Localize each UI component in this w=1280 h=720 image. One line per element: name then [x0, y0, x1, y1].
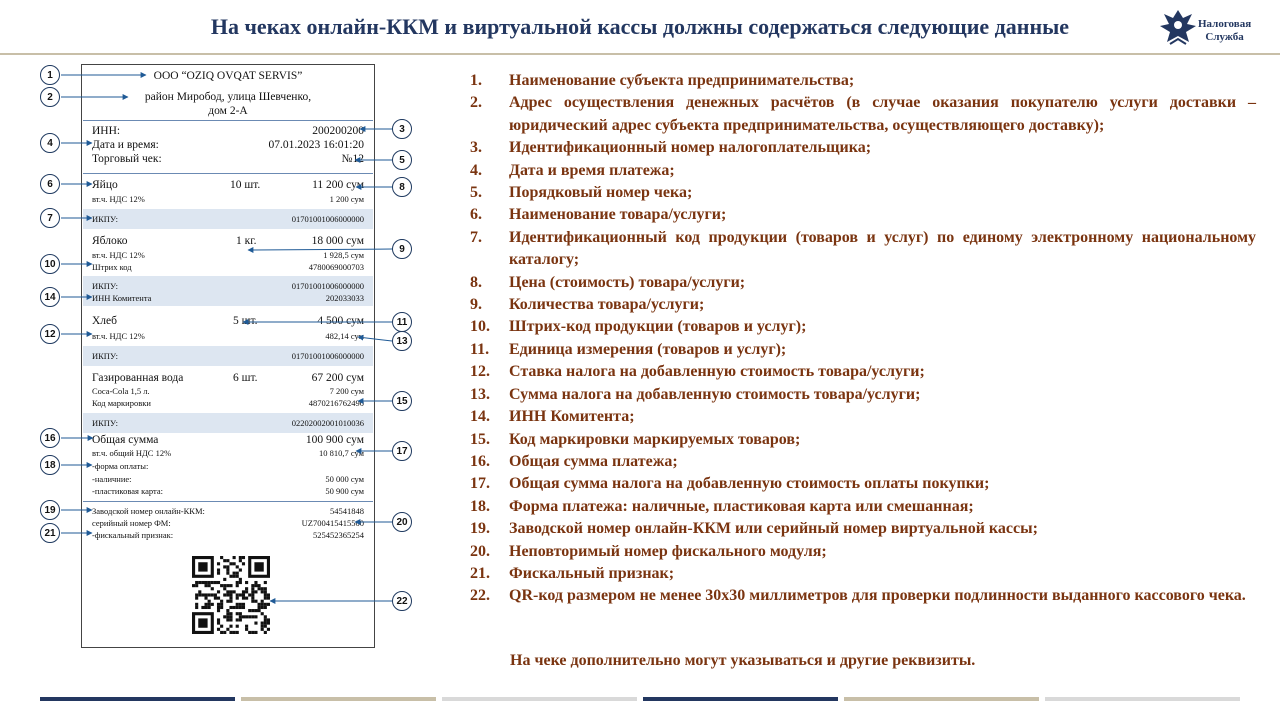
factory-number-label: Заводской номер онлайн-ККМ:: [92, 506, 205, 516]
requirement-text: Фискальный признак;: [509, 564, 675, 582]
marker-6: 6: [40, 174, 60, 194]
requirement-text: Дата и время платежа;: [509, 161, 675, 179]
item-vat-label: вт.ч. НДС 12%: [92, 250, 145, 260]
item-vat-value: 7 200 сум: [329, 386, 364, 396]
marker-15: 15: [392, 391, 412, 411]
requirement-text: Общая сумма налога на добавленную стоимость оплаты покупки;: [509, 475, 990, 493]
separator: [83, 120, 373, 121]
requirement-text: Форма платежа: наличные, пластиковая карта или смешанная;: [509, 497, 974, 515]
comitent-value: 202033033: [325, 293, 364, 303]
requirement-text: Идентификационный номер налогоплательщика;: [509, 139, 872, 157]
receipt: [81, 64, 375, 648]
requirement-number: 19.: [470, 520, 490, 538]
page-title: На чеках онлайн-ККМ и виртуальной кассы должны содержаться следующие данные: [210, 14, 1070, 39]
requirement-item: [470, 137, 1256, 159]
item-name: Хлеб: [92, 315, 117, 327]
marker-1: 1: [40, 65, 60, 85]
requirement-item: [470, 316, 1256, 338]
requirement-number: 11.: [470, 340, 490, 358]
footer-bar: [844, 697, 1039, 701]
footnote: На чеке дополнительно могут указываться и другие реквизиты.: [510, 652, 976, 669]
requirement-number: 12.: [470, 363, 490, 381]
datetime-label: Дата и время:: [92, 139, 159, 151]
marker-12: 12: [40, 324, 60, 344]
marker-2: 2: [40, 87, 60, 107]
requirement-text: Наименование субъекта предпринимательства;: [509, 72, 855, 89]
requirement-item: [470, 160, 1256, 182]
requirement-item: [470, 406, 1256, 428]
brand-name: [1198, 18, 1251, 44]
footer-bar: [40, 697, 235, 701]
requirement-item: [470, 339, 1256, 361]
requirement-number: 7.: [470, 228, 482, 246]
item-price: 11 200 сум: [312, 179, 364, 191]
requirement-item: [470, 496, 1256, 518]
requirement-number: 8.: [470, 273, 482, 291]
factory-number-value: 54541848: [330, 506, 364, 516]
requirement-text: Штрих-код продукции (товаров и услуг);: [509, 318, 807, 336]
item-qty: 1 кг.: [236, 235, 257, 247]
requirement-item: [470, 92, 1256, 137]
marker-22: 22: [392, 591, 412, 611]
requirement-item: [470, 204, 1256, 226]
requirement-item: [470, 451, 1256, 473]
item-vat-label: вт.ч. НДС 12%: [92, 331, 145, 341]
fiscal-sign-value: 525452365254: [313, 530, 364, 540]
requirement-number: 14.: [470, 408, 490, 426]
serial-number-label: серийный номер ФМ:: [92, 518, 171, 528]
total-value: 100 900 сум: [305, 434, 364, 446]
datetime-value: 07.01.2023 16:01:20: [268, 139, 364, 151]
marker-18: 18: [40, 455, 60, 475]
requirement-number: 5.: [470, 184, 482, 202]
item-vat-value: 482,14 сум: [325, 331, 364, 341]
requirement-item: [470, 541, 1256, 563]
requirement-number: 13.: [470, 385, 490, 403]
marker-17: 17: [392, 441, 412, 461]
footer-bars: [40, 697, 1240, 701]
requirement-item: [470, 518, 1256, 540]
ikpu-label: ИКПУ:: [92, 214, 119, 224]
marking-code-label: Код маркировки: [92, 398, 151, 408]
requirement-number: 16.: [470, 452, 490, 470]
requirement-number: 9.: [470, 296, 482, 314]
requirement-text: Неповторимый номер фискального модуля;: [509, 542, 827, 560]
item-name: Газированная вода: [92, 372, 184, 384]
marking-code-value: 4870216762490: [308, 398, 364, 408]
item-qty: 6 шт.: [233, 372, 258, 384]
requirement-number: 4.: [470, 161, 482, 179]
item-vat-value: 1 928,5 сум: [323, 250, 364, 260]
requirements-list: [470, 70, 1256, 608]
cash-value: 50 000 сум: [325, 474, 364, 484]
marker-21: 21: [40, 523, 60, 543]
requirement-number: 6.: [470, 206, 482, 224]
footer-bar: [442, 697, 637, 701]
total-vat-value: 10 810,7 сум: [318, 448, 364, 458]
ikpu-label: ИКПУ:: [92, 418, 119, 428]
requirement-text: Цена (стоимость) товара/услуги;: [509, 273, 746, 291]
marker-4: 4: [40, 133, 60, 153]
receipt-company: ООО “OZIQ OVQAT SERVIS”: [153, 70, 303, 82]
requirement-text: QR-код размером не менее 30х30 миллиметров для проверки подлинности выданного кассового чека.: [509, 587, 1246, 605]
item-qty: 10 шт.: [230, 179, 261, 191]
marker-13: 13: [392, 331, 412, 351]
card-label: -пластиковая карта:: [92, 486, 163, 496]
requirement-item: [470, 361, 1256, 383]
footer-bar: [241, 697, 436, 701]
eagle-icon: [1156, 6, 1200, 50]
item-vat-value: 1 200 сум: [329, 194, 364, 204]
requirement-item: [470, 563, 1256, 585]
footer-bar: [643, 697, 838, 701]
inn-value: 200200200: [312, 125, 364, 137]
requirement-item: [470, 384, 1256, 406]
requirement-number: 21.: [470, 564, 490, 582]
requirement-item: [470, 429, 1256, 451]
requirement-text: Заводской номер онлайн-ККМ или серийный номер виртуальной кассы;: [509, 520, 1038, 538]
ikpu-value: 02202002001010036: [291, 418, 364, 428]
requirement-item: [470, 227, 1256, 272]
header-divider: [0, 53, 1280, 55]
brand-line-1: Налоговая: [1198, 18, 1252, 30]
requirement-text: Идентификационный код продукции (товаров и услуг) по единому электронному национальному каталогу;: [509, 228, 1256, 269]
cash-label: -наличние:: [92, 474, 132, 484]
total-label: Общая сумма: [92, 434, 159, 446]
requirement-text: Ставка налога на добавленную стоимость товара/услуги;: [509, 363, 925, 381]
item-sub-label: Coca-Cola 1,5 л.: [92, 386, 150, 396]
qr-code: [192, 556, 270, 634]
marker-14: 14: [40, 287, 60, 307]
check-label: Торговый чек:: [92, 153, 162, 165]
ikpu-label: ИКПУ:: [92, 351, 119, 361]
requirement-number: 18.: [470, 497, 490, 515]
ikpu-value: 01701001006000000: [291, 351, 364, 361]
receipt-address-1: район Миробод, улица Шевченко,: [144, 91, 312, 103]
requirement-number: 17.: [470, 475, 490, 493]
comitent-label: ИНН Комитента: [92, 293, 152, 303]
check-value: №12: [341, 153, 364, 165]
marker-16: 16: [40, 428, 60, 448]
requirement-text: Единица измерения (товаров и услуг);: [509, 340, 787, 358]
item-vat-label: вт.ч. НДС 12%: [92, 194, 145, 204]
tax-service-logo: [1156, 6, 1276, 50]
footer-bar: [1045, 697, 1240, 701]
requirement-item: [470, 272, 1256, 294]
brand-line-2: Служба: [1205, 31, 1244, 43]
requirement-text: Сумма налога на добавленную стоимость товара/услуги;: [509, 385, 921, 403]
requirement-number: 15.: [470, 430, 490, 448]
marker-7: 7: [40, 208, 60, 228]
marker-11: 11: [392, 312, 412, 332]
requirement-item: [470, 70, 1256, 92]
barcode-value: 4780069000703: [308, 262, 364, 272]
marker-5: 5: [392, 150, 412, 170]
item-price: 18 000 сум: [311, 235, 364, 247]
marker-10: 10: [40, 254, 60, 274]
item-name: Яблоко: [92, 235, 128, 247]
marker-3: 3: [392, 119, 412, 139]
item-name: Яйцо: [92, 179, 118, 191]
requirement-text: Общая сумма платежа;: [509, 452, 678, 470]
total-vat-label: вт.ч. общий НДС 12%: [92, 448, 172, 458]
requirement-number: 10.: [470, 318, 490, 336]
requirement-text: Количества товара/услуги;: [509, 296, 705, 314]
requirement-number: 22.: [470, 587, 490, 605]
inn-label: ИНН:: [92, 125, 121, 137]
requirement-text: ИНН Комитента;: [509, 408, 635, 426]
requirement-item: [470, 473, 1256, 495]
serial-number-value: UZ700415415500: [301, 518, 364, 528]
requirement-item: [470, 294, 1256, 316]
requirement-item: [470, 585, 1256, 607]
item-qty: 5 шт.: [233, 315, 258, 327]
separator: [83, 501, 373, 502]
barcode-label: Штрих код: [92, 262, 132, 272]
marker-9: 9: [392, 239, 412, 259]
requirement-text: Порядковый номер чека;: [509, 184, 693, 202]
requirement-number: 1.: [470, 72, 482, 89]
requirement-text: Наименование товара/услуги;: [509, 206, 727, 224]
card-value: 50 900 сум: [325, 486, 364, 496]
ikpu-value: 01701001006000000: [291, 281, 364, 291]
requirement-item: [470, 182, 1256, 204]
item-price: 67 200 сум: [311, 372, 364, 384]
ikpu-label: ИКПУ:: [92, 281, 119, 291]
marker-8: 8: [392, 177, 412, 197]
ikpu-value: 01701001006000000: [291, 214, 364, 224]
separator: [83, 173, 373, 174]
receipt-address-2: дом 2-А: [208, 105, 248, 117]
requirement-number: 2.: [470, 94, 482, 112]
payment-form-label: -форма оплаты:: [92, 461, 149, 471]
requirement-text: Адрес осуществления денежных расчётов (в случае оказания покупателю услуги доставки – юридический адрес субъекта предпринимательства, осуществляющего доставку);: [509, 94, 1256, 134]
item-price: 4 500 сум: [317, 315, 364, 327]
requirement-number: 20.: [470, 542, 490, 560]
marker-20: 20: [392, 512, 412, 532]
requirement-text: Код маркировки маркируемых товаров;: [509, 430, 801, 448]
requirement-number: 3.: [470, 139, 482, 157]
marker-19: 19: [40, 500, 60, 520]
fiscal-sign-label: -фискальный признак:: [92, 530, 174, 540]
